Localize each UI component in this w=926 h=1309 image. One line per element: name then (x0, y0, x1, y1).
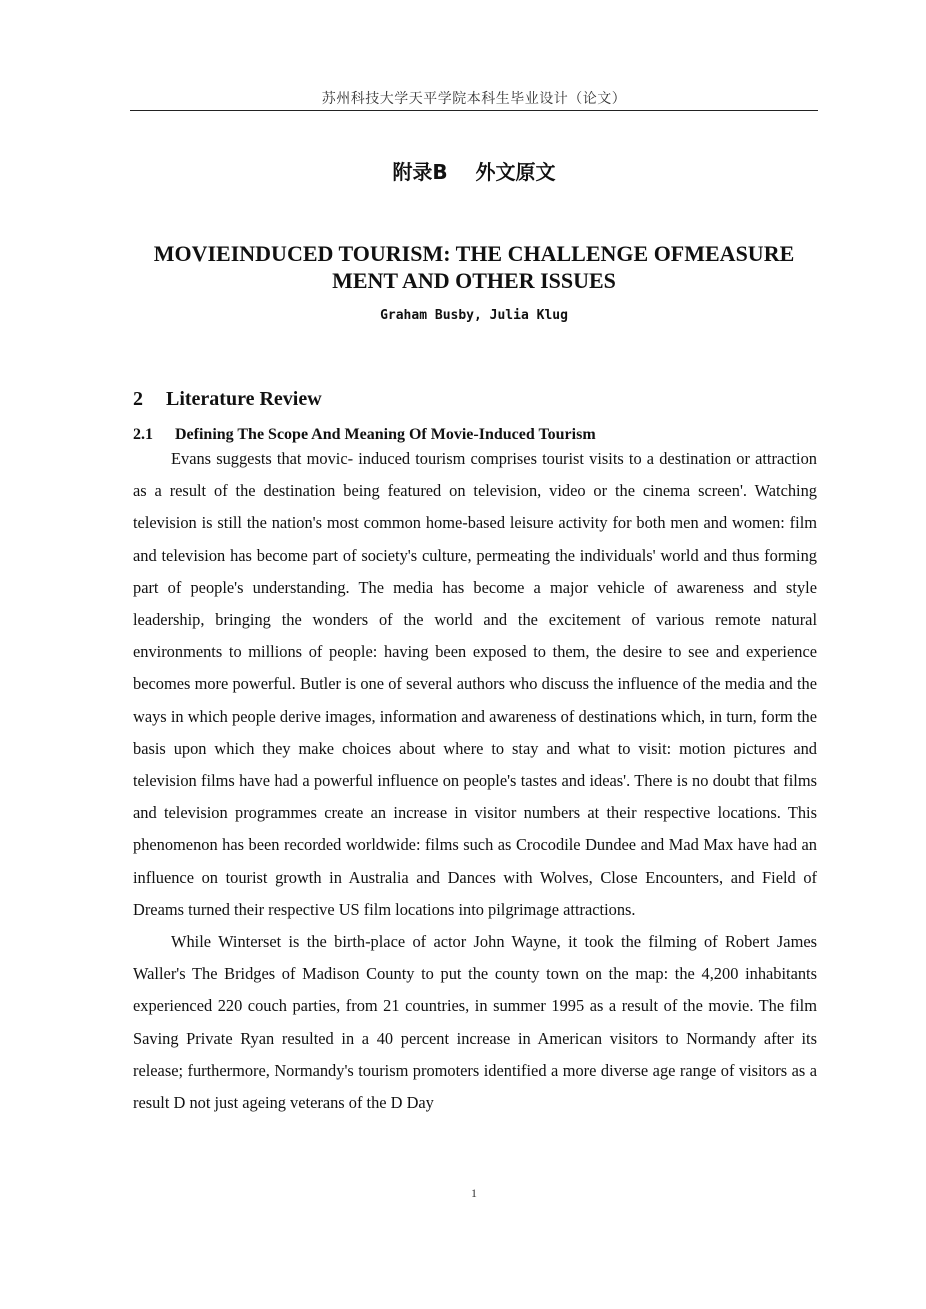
body-paragraph: While Winterset is the birth-place of actor John Wayne, it took the filming of Robert James Waller's The Bridges of Madison County to put the county town on the map: the 4,200 inhabitants experienced 220 couch parties, from 21 countries, in summer 1995 as a result of the movie. The film Saving Private Ryan resulted in a 40 percent increase in American visitors to Normandy after its release; furthermore, Normandy's tourism promoters identified a more diverse age range of visitors as a result D not just ageing veterans of the D Day (133, 932, 817, 1113)
paper-title (120, 240, 828, 294)
paper-title-line-2: MENT AND OTHER ISSUES (332, 268, 616, 293)
body-text (133, 443, 817, 1119)
subsection-title: Defining The Scope And Meaning Of Movie-Induced Tourism (175, 426, 596, 443)
paper-title-line-1: MOVIEINDUCED TOURISM: THE CHALLENGE OFMEASURE (153, 241, 795, 266)
subsection-heading (133, 426, 596, 444)
section-title: Literature Review (166, 388, 322, 410)
section-heading (133, 388, 322, 411)
subsection-number: 2.1 (133, 426, 153, 443)
page-number: 1 (471, 1186, 477, 1200)
paper-authors: Graham Busby, Julia Klug (380, 308, 568, 323)
section-number: 2 (133, 388, 143, 410)
body-paragraph: Evans suggests that movic- induced tourism comprises tourist visits to a destination or attraction as a result of the destination being featured on television, video or the cinema screen'. Watching television is still the nation's most common home-based leisure activity for both men and women: film and television has become part of society's culture, permeating the individuals' world and thus forming part of people's understanding. The media has become a major vehicle of awareness and style leadership, bringing the wonders of the world and the excitement of various remote natural environments to millions of people: having been exposed to them, the desire to see and experience becomes more powerful. Butler is one of several authors who discuss the influence of the media and the ways in which people derive images, information and awareness of destinations which, in turn, form the basis upon which they make choices about where to stay and what to visit: motion pictures and television films have had a powerful influence on people's tastes and ideas'. There is no doubt that films and television programmes create an increase in visitor numbers at their respective locations. This phenomenon has been recorded worldwide: films such as Crocodile Dundee and Mad Max have had an influence on tourist growth in Australia and Dances with Wolves, Close Encounters, and Field of Dreams turned their respective US film locations into pilgrimage attractions. (133, 449, 817, 919)
header-rule (130, 110, 818, 111)
appendix-title: 附录B 外文原文 (392, 160, 556, 184)
page-header: 苏州科技大学天平学院本科生毕业设计（论文） (321, 91, 627, 107)
